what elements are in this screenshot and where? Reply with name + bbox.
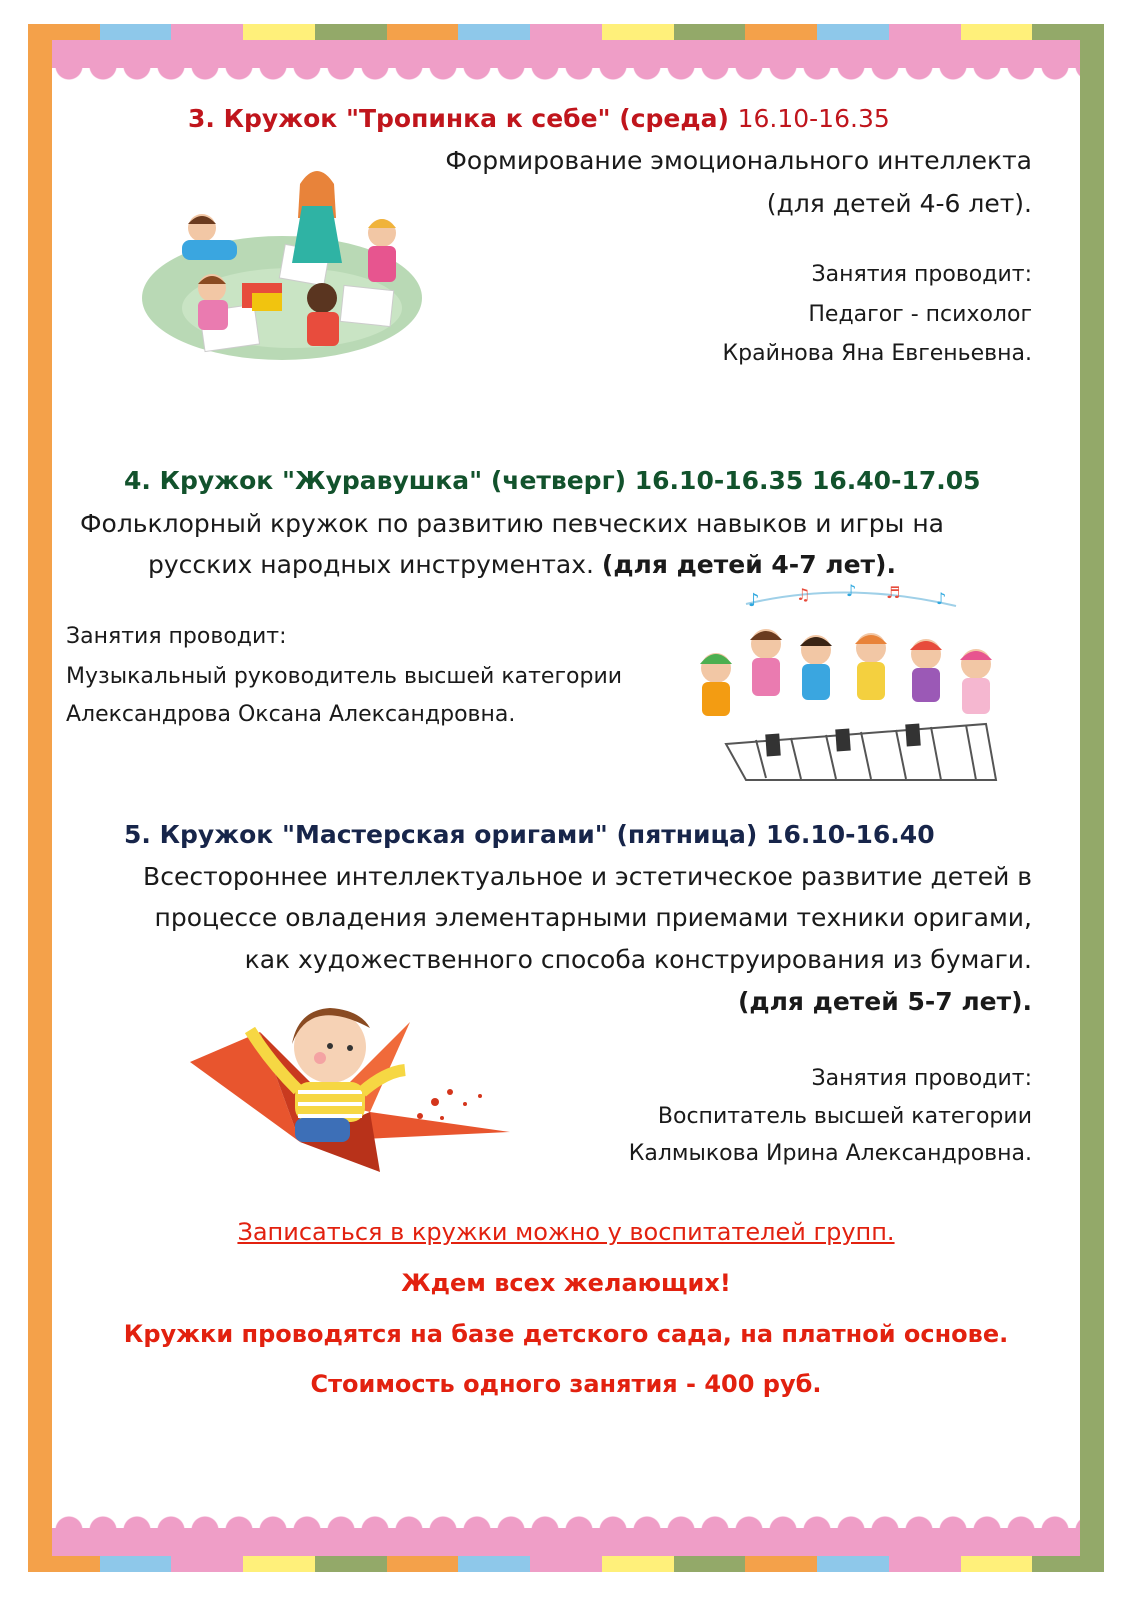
svg-text:♪: ♪ bbox=[846, 584, 857, 600]
section4-title: 4. Кружок "Журавушка" (четверг) 16.10-16.35 16.40-17.05 bbox=[124, 466, 981, 495]
section3-teacher-role: Педагог - психолог bbox=[808, 302, 1032, 327]
svg-text:♬: ♬ bbox=[886, 584, 901, 602]
section3-teacher-label: Занятия проводит: bbox=[811, 262, 1032, 287]
section4-teacher-role: Музыкальный руководитель высшей категории bbox=[66, 664, 623, 689]
section4-desc-plain: русских народных инструментах. bbox=[148, 550, 594, 579]
footer-line1: Записаться в кружки можно у воспитателей групп. bbox=[237, 1218, 895, 1246]
bottom-scallop-edge bbox=[52, 1516, 1080, 1530]
section4-desc-line2 bbox=[148, 550, 896, 579]
top-scallop-edge bbox=[52, 66, 1080, 80]
footer-signup-line bbox=[0, 1218, 1132, 1246]
svg-text:♪: ♪ bbox=[748, 590, 760, 611]
section3-desc-line1: Формирование эмоционального интеллекта bbox=[445, 146, 1032, 175]
section5-age: (для детей 5-7 лет). bbox=[737, 987, 1032, 1016]
children-drawing-illustration bbox=[132, 158, 432, 368]
top-color-stripe bbox=[28, 24, 1104, 40]
footer-line2: Ждем всех желающих! bbox=[401, 1269, 731, 1297]
section5-desc-line2: процессе овладения элементарными приемами техники оригами, bbox=[154, 903, 1032, 932]
section3-title bbox=[188, 104, 890, 133]
section5-desc-line3: как художественного способа конструирования из бумаги. bbox=[244, 945, 1032, 974]
bottom-pink-band bbox=[52, 1528, 1080, 1556]
section5-teacher-label: Занятия проводит: bbox=[811, 1066, 1032, 1091]
section4-teacher-name: Александрова Оксана Александровна. bbox=[66, 702, 516, 727]
bottom-color-stripe bbox=[28, 1556, 1104, 1572]
section4-teacher-label: Занятия проводит: bbox=[66, 624, 287, 649]
section3-teacher-name: Крайнова Яна Евгеньевна. bbox=[722, 341, 1032, 366]
svg-text:♫: ♫ bbox=[796, 585, 811, 604]
section5-title: 5. Кружок "Мастерская оригами" (пятница) 16.10-16.40 bbox=[124, 820, 935, 849]
section5-desc-line1: Всестороннее интеллектуальное и эстетическое развитие детей в bbox=[143, 862, 1032, 891]
footer-line4: Стоимость одного занятия - 400 руб. bbox=[310, 1370, 822, 1398]
footer-line3: Кружки проводятся на базе детского сада, на платной основе. bbox=[123, 1320, 1009, 1348]
svg-text:♪: ♪ bbox=[936, 589, 947, 608]
section4-age: (для детей 4-7 лет). bbox=[601, 550, 896, 579]
boy-on-paper-crane-illustration bbox=[180, 992, 520, 1190]
section3-desc-line2: (для детей 4-6 лет). bbox=[766, 189, 1032, 218]
top-pink-band bbox=[52, 40, 1080, 68]
section5-teacher-role: Воспитатель высшей категории bbox=[657, 1104, 1032, 1129]
children-singing-piano-illustration bbox=[686, 584, 1014, 788]
section3-time: 16.10-16.35 bbox=[737, 104, 890, 133]
section4-desc-line1: Фольклорный кружок по развитию певческих навыков и игры на bbox=[80, 509, 944, 538]
section3-title-text: 3. Кружок "Тропинка к себе" (среда) bbox=[188, 104, 729, 133]
section5-teacher-name: Калмыкова Ирина Александровна. bbox=[628, 1141, 1032, 1166]
